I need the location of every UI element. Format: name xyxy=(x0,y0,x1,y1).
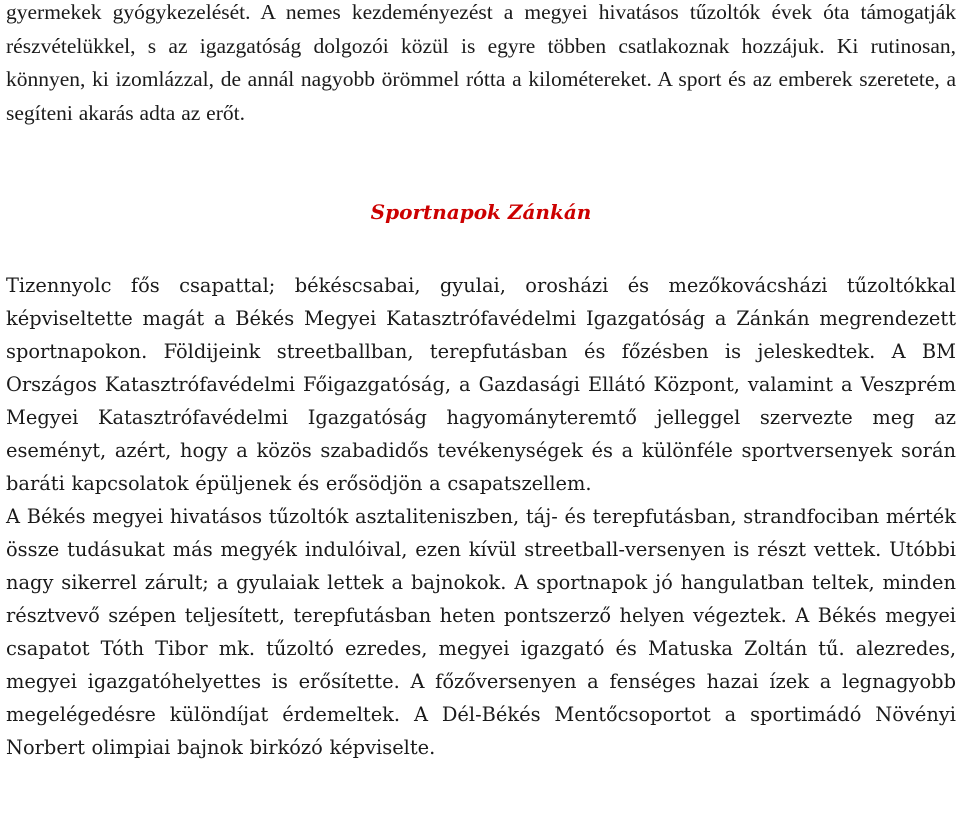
intro-paragraph: gyermekek gyógykezelését. A nemes kezdeményezést a megyei hivatásos tűzoltók évek óta támogatják részvételükkel, s az igazgatóság dolgozói közül is egyre többen csatlakoznak hozzájuk. Ki rutinosan, könnyen, ki izomlázzal, de annál nagyobb örömmel rótta a kilométereket. A sport és az emberek szeretete, a segíteni akarás adta az erőt. xyxy=(6,0,956,125)
body-paragraph-1: Tizennyolc fős csapattal; békéscsabai, gyulai, orosházi és mezőkovácsházi tűzoltókkal képviseltette magát a Békés Megyei Katasztrófavédelmi Igazgatóság a Zánkán megrendezett sportnapokon. Földijeink streetballban, terepfutásban és főzésben is jeleskedtek. A BM Országos Katasztrófavédelmi Főigazgatóság, a Gazdasági Ellátó Központ, valamint a Veszprém Megyei Katasztrófavédelmi Igazgatóság hagyományteremtő jelleggel szervezte meg az eseményt, azért, hogy a közös szabadidős tevékenységek és a különféle sportversenyek során baráti kapcsolatok épüljenek és erősödjön a csapatszellem. xyxy=(6,274,956,495)
spacer xyxy=(6,130,956,196)
spacer xyxy=(6,229,956,269)
body-paragraph-2: A Békés megyei hivatásos tűzoltók asztaliteniszben, táj- és terepfutásban, strandfociban mérték össze tudásukat más megyék indulóival, ezen kívül streetball-versenyen is részt vettek. Utóbbi nagy sikerrel zárult; a gyulaiak lettek a bajnokok. A sportnapok jó hangulatban teltek, minden résztvevő szépen teljesített, terepfutásban heten pontszerző helyen végeztek. A Békés megyei csapatot Tóth Tibor mk. tűzoltó ezredes, megyei igazgató és Matuska Zoltán tű. alezredes, megyei igazgatóhelyettes is erősítette. A főzőversenyen a fenséges hazai ízek a legnagyobb megelégedésre különdíjat érdemeltek. A Dél-Békés Mentőcsoportot a sportimádó Növényi Norbert olimpiai bajnok birkózó képviselte. xyxy=(6,505,956,759)
section-heading: Sportnapok Zánkán xyxy=(370,200,592,224)
document-page xyxy=(6,0,956,764)
